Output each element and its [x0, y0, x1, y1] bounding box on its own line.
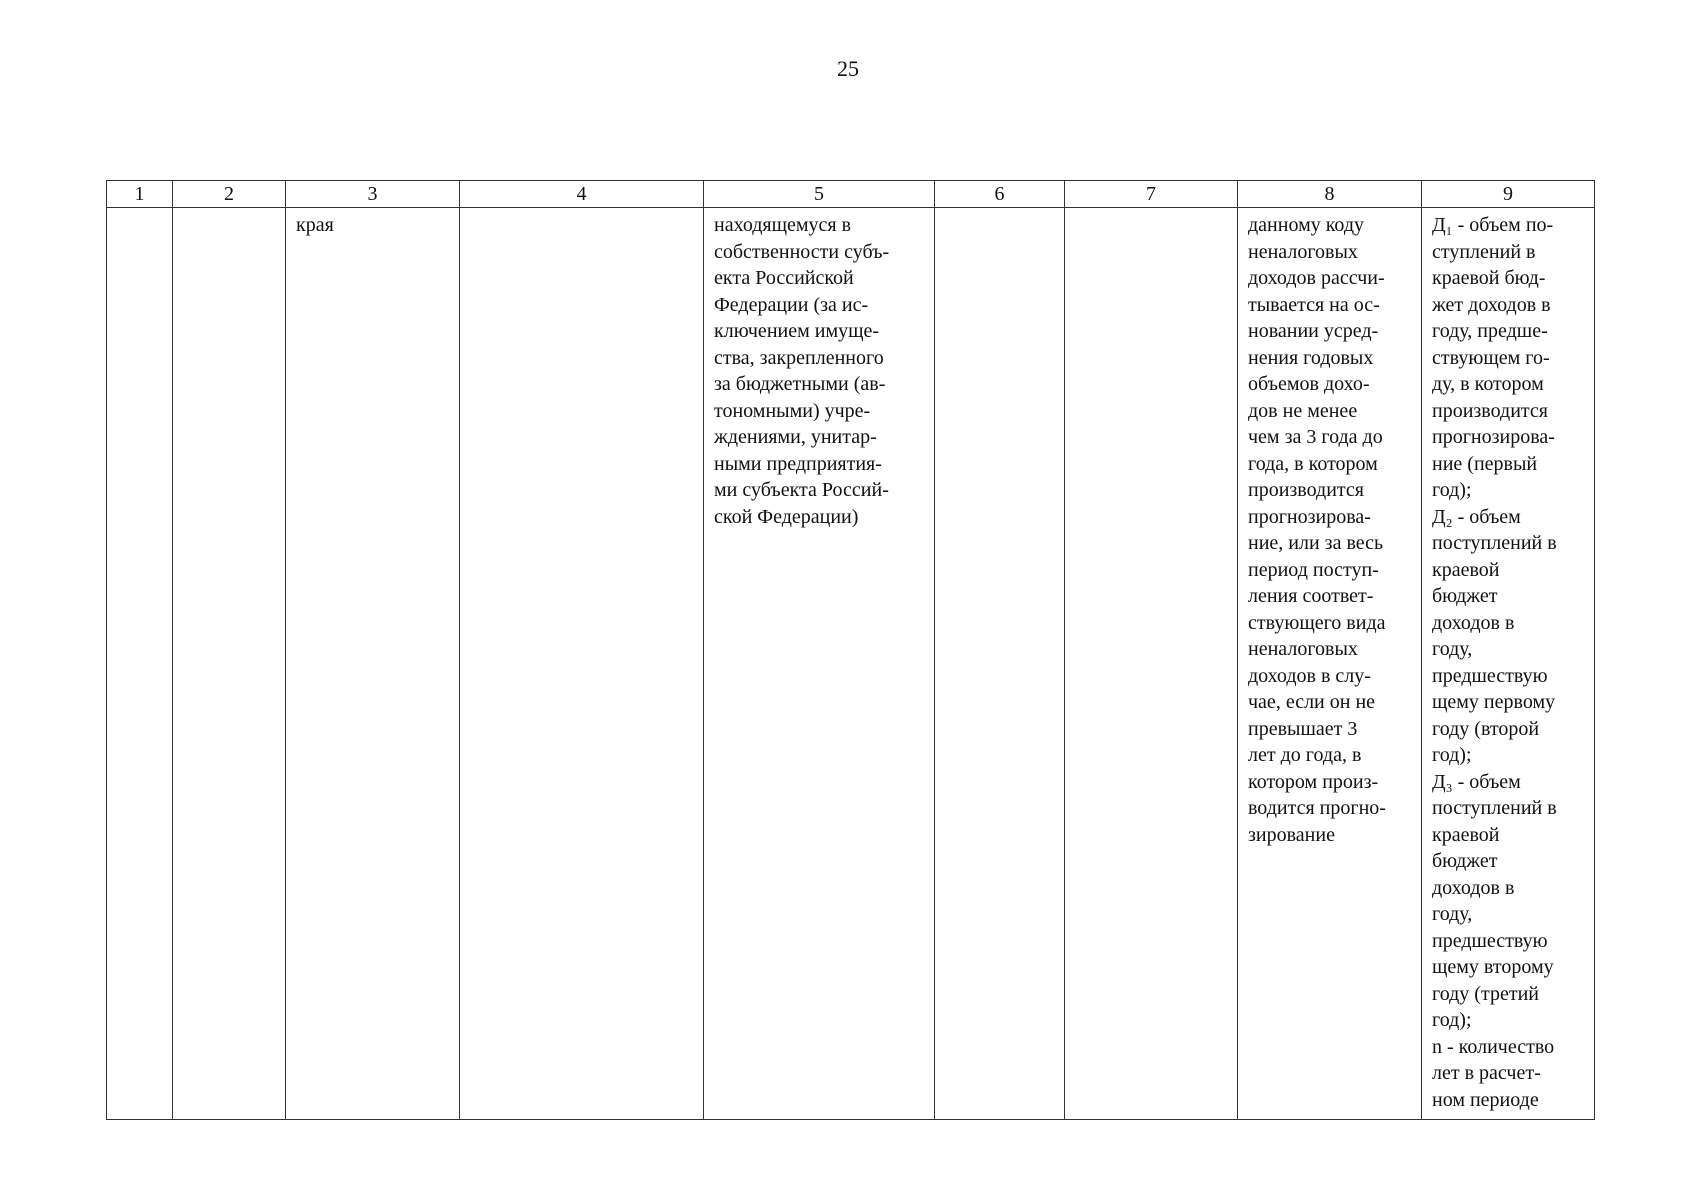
cell-col7 — [1065, 208, 1238, 1120]
column-header-6: 6 — [935, 181, 1065, 208]
page-number: 25 — [837, 56, 859, 81]
column-header-1: 1 — [107, 181, 173, 208]
column-header-8: 8 — [1238, 181, 1422, 208]
column-header-7: 7 — [1065, 181, 1238, 208]
cell-col4 — [460, 208, 704, 1120]
table-row — [107, 208, 1595, 1120]
cell-col5 — [704, 208, 935, 1120]
cell-col9 — [1422, 208, 1595, 1120]
cell-col8 — [1238, 208, 1422, 1120]
cell-col3 — [286, 208, 460, 1120]
document-table — [106, 180, 1595, 1120]
cell-col3-text: края — [296, 214, 334, 236]
column-header-5: 5 — [704, 181, 935, 208]
cell-col9-text: Д₁ - объем по- ступлений в краевой бюд- жет доходов в году, предше- ствующем го- ду, в котором производится прогнозирова- ние (первый год); Д₂ - объем поступлений в краевой бюджет доходов в году, предшествую щему первому году (второй год); Д₃ - объем поступлений в краевой бюджет доходов в году, предшествую щему второму году (третий год); n - количество лет в расчет- ном периоде — [1432, 214, 1557, 1111]
cell-col6 — [935, 208, 1065, 1120]
cell-col2 — [173, 208, 286, 1120]
cell-col8-text: данному коду неналоговых доходов рассчи- тывается на ос- новании усред- нения годовых объемов дохо- дов не менее чем за 3 года до года, в котором производится прогнозирова- ние, или за весь период поступ- ления соответ- ствующего вида неналоговых доходов в слу- чае, если он не превышает 3 лет до года, в котором произ- водится прогно- зирование — [1248, 214, 1386, 846]
table-header-row — [107, 181, 1595, 208]
column-header-4: 4 — [460, 181, 704, 208]
column-header-9: 9 — [1422, 181, 1595, 208]
column-header-3: 3 — [286, 181, 460, 208]
cell-col1 — [107, 208, 173, 1120]
column-header-2: 2 — [173, 181, 286, 208]
cell-col5-text: находящемуся в собственности субъ- екта Российской Федерации (за ис- ключением имуще- ства, закрепленного за бюджетными (ав- тономными) учре- ждениями, унитар- ными предприятия- ми субъекта Россий- ской Федерации) — [714, 214, 890, 528]
